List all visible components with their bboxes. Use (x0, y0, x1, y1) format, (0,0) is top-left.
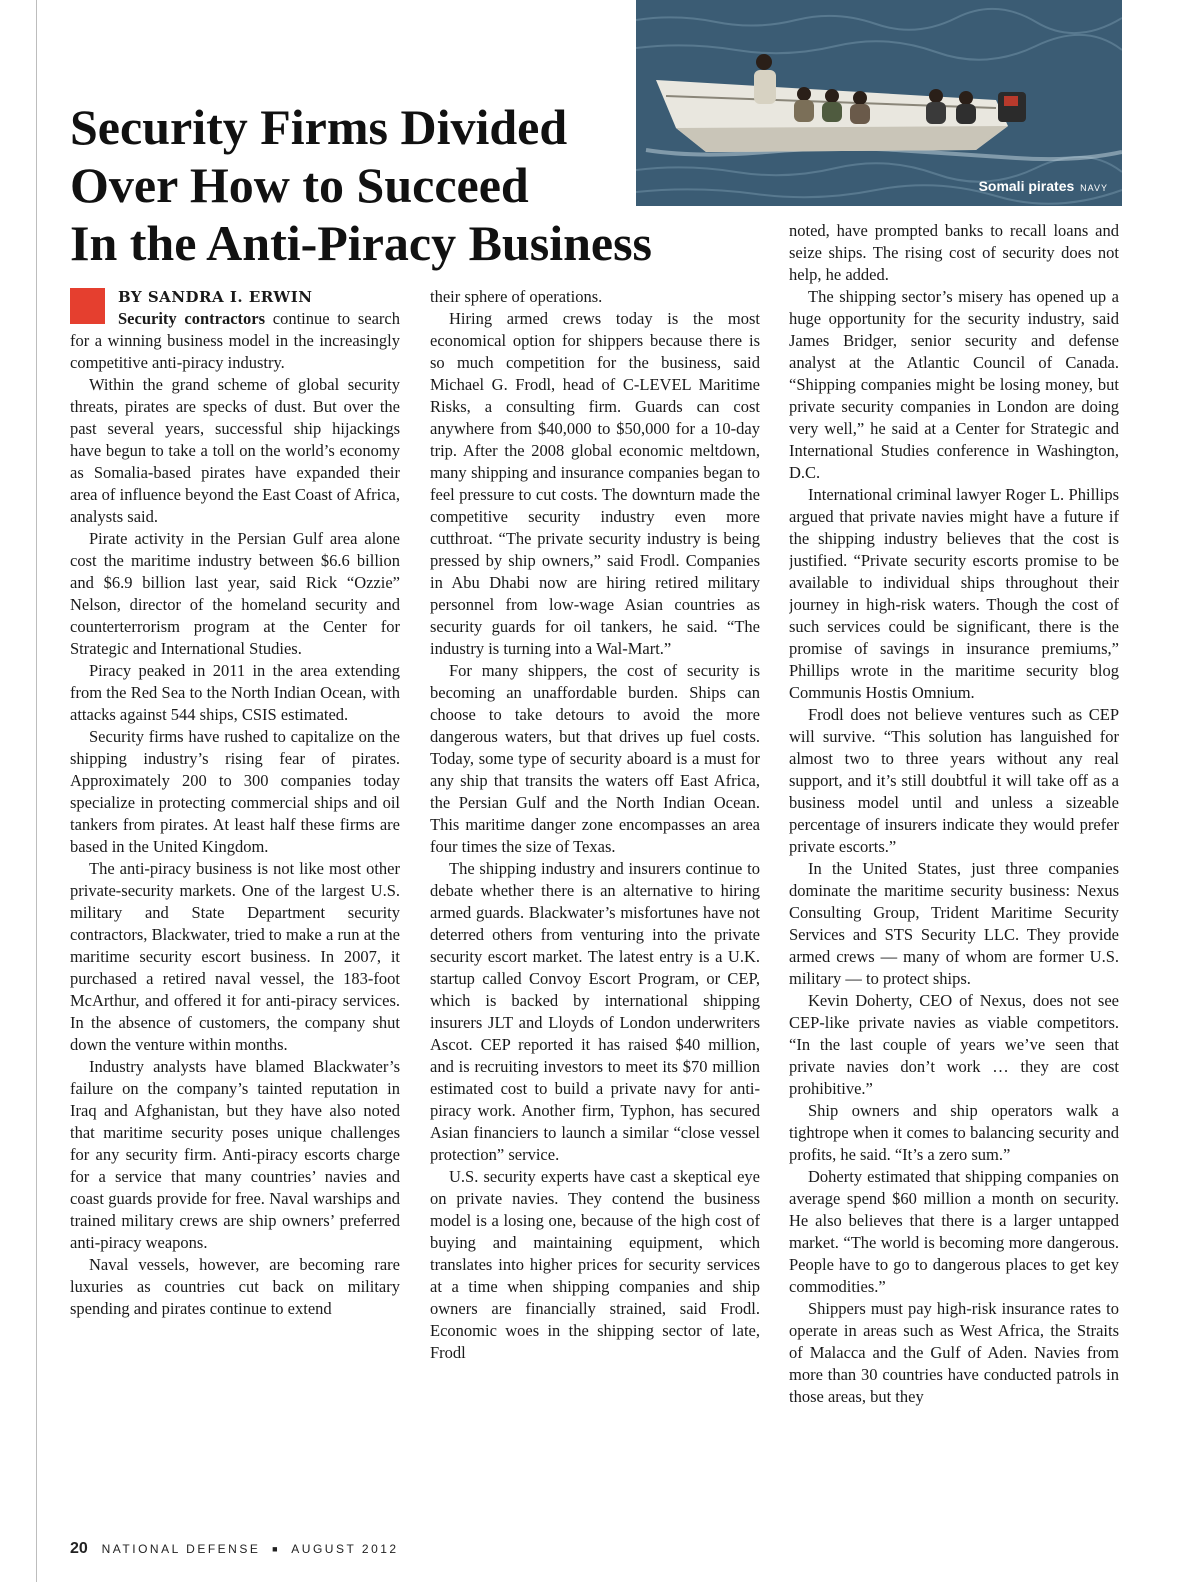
page-footer (70, 1540, 399, 1558)
paragraph: The anti-piracy business is not like most other private-security markets. One of the largest U.S. military and State Department security contractors, Blackwater, tried to make a run at the maritime security escort business. In 2007, it purchased a retired naval vessel, the 183-foot McArthur, and offered it for anti-piracy services. In the absence of customers, the company shut down the venture within months. (70, 859, 400, 1054)
paragraph: Frodl does not believe ventures such as CEP will survive. “This solution has languished for almost two to three years without any real support, and it’s still doubtful it will take off as a business model until and unless a sizeable percentage of insurers indicate they would prefer private escorts.” (789, 705, 1119, 856)
headline-line-3: In the Anti-Piracy Business (70, 215, 653, 271)
paragraph: Industry analysts have blamed Blackwater’s failure on the company’s tainted reputation in Iraq and Afghanistan, but they have also noted that maritime security poses unique challenges for any security firm. Anti-piracy escorts charge for a service that many countries’ navies and coast guards provide for free. Naval warships and trained military crews are ship owners’ preferred anti-piracy weapons. (70, 1057, 400, 1252)
paragraph: Ship owners and ship operators walk a tightrope when it comes to balancing security and profits, he said. “It’s a zero sum.” (789, 1101, 1119, 1164)
headline (70, 98, 710, 272)
photo-caption (979, 178, 1108, 194)
paragraph: International criminal lawyer Roger L. Phillips argued that private navies might have a future if the shipping industry believes that the cost is justified. “Private security escorts promise to be available to individual ships throughout their journey in high-risk waters. Though the cost of such services could be significant, there is the promise of savings in insurance premiums,” Phillips wrote in the maritime security blog Communis Hostis Omnium. (789, 485, 1119, 702)
headline-line-2: Over How to Succeed (70, 157, 529, 213)
paragraph: Within the grand scheme of global security threats, pirates are specks of dust. But over the past several years, successful ship hijackings have begun to take a toll on the world’s economy as Somalia-based pirates have expanded their area of influence beyond the East Coast of Africa, analysts said. (70, 375, 400, 526)
paragraph: Doherty estimated that shipping companies on average spend $60 million a month on security. He also believes that there is a larger untapped market. “The world is becoming more dangerous. People have to go to dangerous places to get key commodities.” (789, 1167, 1119, 1296)
lead-text: continue to search for a winning business model in the increasingly competitive anti-piracy industry. (70, 309, 400, 372)
paragraph: Shippers must pay high-risk insurance rates to operate in areas such as West Africa, the Straits of Malacca and the Gulf of Aden. Navies from more than 30 countries have conducted patrols in those areas, but they (789, 1299, 1119, 1406)
paragraph: Kevin Doherty, CEO of Nexus, does not see CEP-like private navies as viable competitors. “In the last couple of years we’ve seen that private navies don’t work … they are cost prohibitive.” (789, 991, 1119, 1098)
photo-credit: NAVY (1080, 183, 1108, 193)
page-margin-rule (36, 0, 37, 1582)
paragraph: Hiring armed crews today is the most economical option for shippers because there is so much competition for the business, said Michael G. Frodl, head of C-LEVEL Maritime Risks, a consulting firm. Guards can cost anywhere from $40,000 to $50,000 for a 10-day trip. After the 2008 global economic meltdown, many shipping and insurance companies began to feel pressure to cut costs. The downturn made the competitive security industry even more cutthroat. “The private security industry is being pressed by ship owners,” said Frodl. Companies in Abu Dhabi now are hiring retired military personnel from low-wage Asian countries as security guards for oil tankers, he said. “The industry is turning into a Wal-Mart.” (430, 309, 760, 658)
byline-block (70, 286, 400, 308)
red-square-marker-icon (70, 288, 105, 324)
lead-paragraph (70, 308, 400, 374)
paragraph: The shipping sector’s misery has opened up a huge opportunity for the security industry, said James Bridger, senior security and defense analyst at the Atlantic Council of Canada. “Shipping companies might be losing money, but private security companies in London are doing very well,” he said at a Center for Strategic and International Studies conference in Washington, D.C. (789, 287, 1119, 482)
publication-name: NATIONAL DEFENSE (101, 1542, 261, 1556)
paragraph: U.S. security experts have cast a skeptical eye on private navies. They contend the business model is a losing one, because of the high cost of buying and maintaining equipment, which translates into higher prices for security services at a time when shipping companies and ship owners are financially strained, said Frodl. Economic woes in the shipping sector of late, Frodl (430, 1167, 760, 1362)
byline: BY SANDRA I. ERWIN (118, 288, 313, 306)
paragraph: their sphere of operations. (430, 287, 603, 306)
footer-separator-icon: ■ (272, 1544, 281, 1554)
page-number: 20 (70, 1540, 88, 1557)
article-column-2 (430, 286, 760, 1486)
paragraph: noted, have prompted banks to recall loans and seize ships. The rising cost of security does not help, he added. (789, 221, 1119, 284)
paragraph: For many shippers, the cost of security is becoming an unaffordable burden. Ships can choose to take detours to avoid the more dangerous waters, but that drives up fuel costs. Today, some type of security aboard is a must for any ship that transits the waters off East Africa, the Persian Gulf and the North Indian Ocean. This maritime danger zone encompasses an area four times the size of Texas. (430, 661, 760, 856)
paragraph: Piracy peaked in 2011 in the area extending from the Red Sea to the North Indian Ocean, with attacks against 544 ships, CSIS estimated. (70, 661, 400, 724)
paragraph: Naval vessels, however, are becoming rare luxuries as countries cut back on military spending and pirates continue to extend (70, 1255, 400, 1318)
paragraph: The shipping industry and insurers continue to debate whether there is an alternative to hiring armed guards. Blackwater’s misfortunes have not deterred others from venturing into the private security escort market. The latest entry is a U.K. startup called Convoy Escort Program, or CEP, which is backed by international shipping insurers JLT and Lloyds of London underwriters Ascot. CEP reported it has raised $40 million, and is recruiting investors to meet its $70 million estimated cost to build a private navy for anti-piracy work. Another firm, Typhon, has secured Asian financiers to launch a similar “close vessel protection” service. (430, 859, 760, 1164)
article-column-3 (789, 220, 1119, 1486)
paragraph: In the United States, just three companies dominate the maritime security business: Nexus Consulting Group, Trident Maritime Security Services and STS Security LLC. They provide armed crews — many of whom are former U.S. military — to protect ships. (789, 859, 1119, 988)
article-column-1 (70, 286, 400, 1486)
headline-line-1: Security Firms Divided (70, 99, 568, 155)
issue-date: AUGUST 2012 (291, 1542, 399, 1556)
paragraph: Pirate activity in the Persian Gulf area alone cost the maritime industry between $6.6 billion and $6.9 billion last year, said Rick “Ozzie” Nelson, director of the homeland security and counterterrorism program at the Center for Strategic and International Studies. (70, 529, 400, 658)
lead-bold: Security contractors (118, 309, 266, 328)
paragraph: Security firms have rushed to capitalize on the shipping industry’s rising fear of pirates. Approximately 200 to 300 companies today specialize in protecting commercial ships and oil tankers from pirates. At least half these firms are based in the United Kingdom. (70, 727, 400, 856)
photo-caption-text: Somali pirates (978, 178, 1075, 194)
